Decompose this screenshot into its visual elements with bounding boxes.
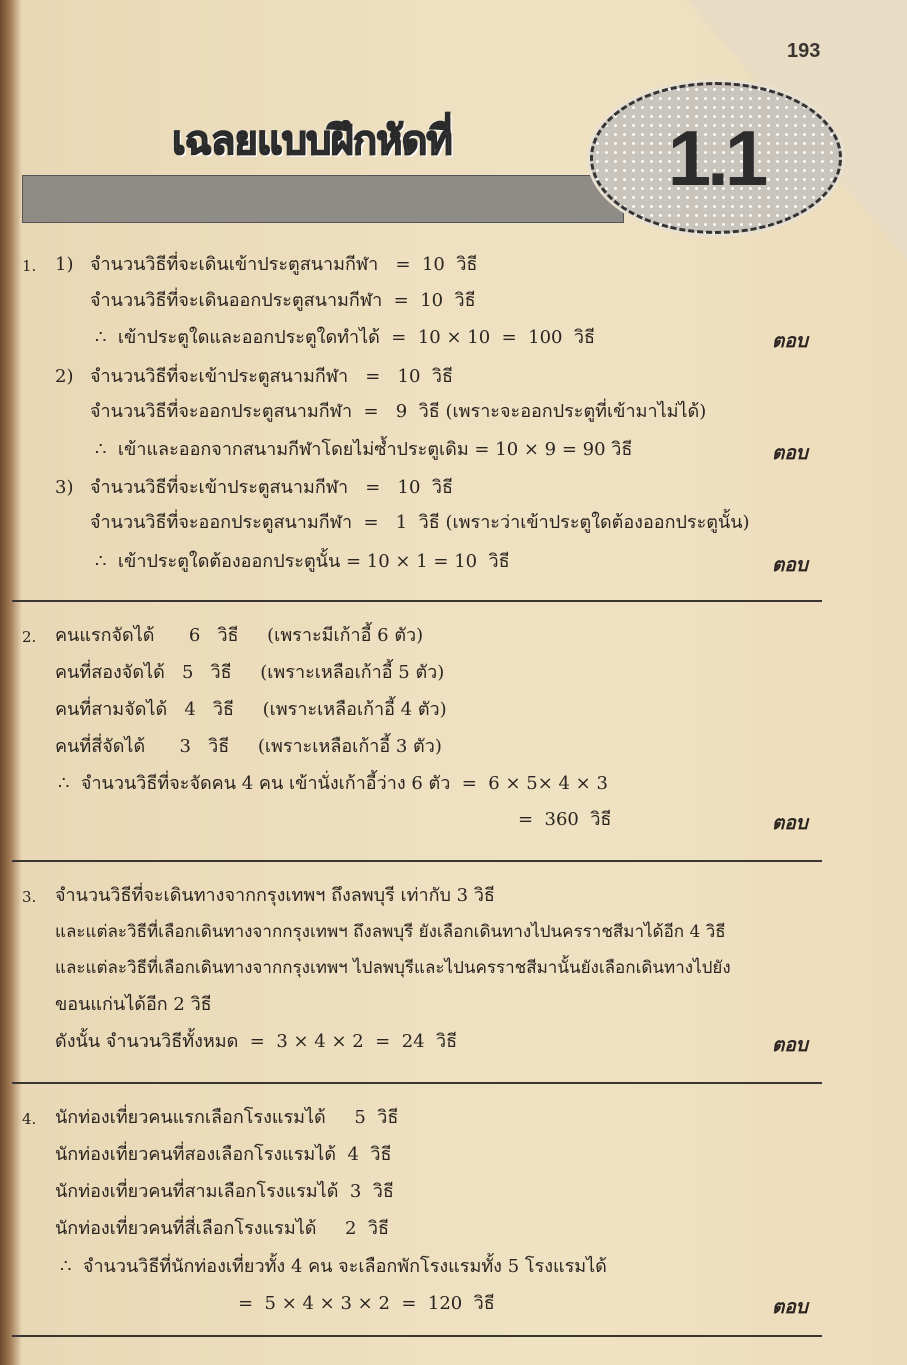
text-line: คนแรกจัดได้ 6 วิธี (เพราะมีเก้าอี้ 6 ตัว) — [55, 625, 424, 646]
text-line: ∴ เข้าและออกจากสนามกีฬาโดยไม่ซ้ำประตูเดิม = 10 × 9 = 90 วิธี — [95, 439, 633, 460]
page-title: เฉลยแบบฝึกหัดที่ — [172, 119, 452, 163]
question-number: 3. — [22, 888, 37, 906]
part-label: 1) — [55, 254, 74, 275]
text-line: ∴ จำนวนวิธีที่นักท่องเที่ยวทั้ง 4 คน จะเลือกพักโรงแรมทั้ง 5 โรงแรมได้ — [60, 1256, 607, 1277]
text-line: นักท่องเที่ยวคนที่สองเลือกโรงแรมได้ 4 วิธี — [55, 1144, 392, 1165]
text-line: = 360 วิธี — [518, 809, 612, 830]
text-line: คนที่สามจัดได้ 4 วิธี (เพราะเหลือเก้าอี้ 4 ตัว) — [55, 699, 447, 720]
text-line: และแต่ละวิธีที่เลือกเดินทางจากกรุงเทพฯ ถึงลพบุรี ยังเลือกเดินทางไปนครราชสีมาได้อีก 4 วิธี — [55, 922, 726, 942]
title-band — [22, 175, 624, 223]
text-line: จำนวนวิธีที่จะเข้าประตูสนามกีฬา = 10 วิธี — [90, 366, 453, 387]
divider — [12, 1335, 822, 1337]
text-line: นักท่องเที่ยวคนที่สามเลือกโรงแรมได้ 3 วิธี — [55, 1181, 394, 1202]
exercise-badge — [590, 82, 842, 234]
text-line: ดังนั้น จำนวนวิธีทั้งหมด = 3 × 4 × 2 = 24 วิธี — [55, 1031, 458, 1052]
text-line: จำนวนวิธีที่จะเข้าประตูสนามกีฬา = 10 วิธี — [90, 477, 453, 498]
text-line: จำนวนวิธีที่จะเดินออกประตูสนามกีฬา = 10 วิธี — [90, 290, 476, 311]
text-line: คนที่สี่จัดได้ 3 วิธี (เพราะเหลือเก้าอี้ 3 ตัว) — [55, 736, 442, 757]
text-line: จำนวนวิธีที่จะออกประตูสนามกีฬา = 1 วิธี (เพราะว่าเข้าประตูใดต้องออกประตูนั้น) — [90, 512, 750, 533]
text-line: ∴ เข้าประตูใดต้องออกประตูนั้น = 10 × 1 = 10 วิธี — [95, 551, 510, 572]
answer-label: ตอบ — [772, 812, 808, 834]
text-line: ∴ จำนวนวิธีที่จะจัดคน 4 คน เข้านั่งเก้าอี้ว่าง 6 ตัว = 6 × 5× 4 × 3 — [58, 773, 608, 794]
exercise-number: 1.1 — [667, 114, 765, 202]
answer-label: ตอบ — [772, 1034, 808, 1056]
divider — [12, 600, 822, 602]
text-line: ขอนแก่นได้อีก 2 วิธี — [55, 994, 212, 1015]
question-number: 1. — [22, 257, 37, 275]
part-label: 2) — [55, 366, 74, 387]
text-line: และแต่ละวิธีที่เลือกเดินทางจากกรุงเทพฯ ไปลพบุรีและไปนครราชสีมานั้นยังเลือกเดินทางไปยัง — [55, 958, 731, 978]
divider — [12, 860, 822, 862]
divider — [12, 1082, 822, 1084]
question-number: 4. — [22, 1110, 37, 1128]
text-line: คนที่สองจัดได้ 5 วิธี (เพราะเหลือเก้าอี้ 5 ตัว) — [55, 662, 445, 683]
answer-label: ตอบ — [772, 330, 808, 352]
text-line: จำนวนวิธีที่จะเดินทางจากกรุงเทพฯ ถึงลพบุรี เท่ากับ 3 วิธี — [55, 885, 495, 906]
text-line: จำนวนวิธีที่จะออกประตูสนามกีฬา = 9 วิธี (เพราะจะออกประตูที่เข้ามาไม่ได้) — [90, 401, 707, 422]
text-line: นักท่องเที่ยวคนแรกเลือกโรงแรมได้ 5 วิธี — [55, 1107, 399, 1128]
text-line: จำนวนวิธีที่จะเดินเข้าประตูสนามกีฬา = 10 วิธี — [90, 254, 478, 275]
text-line: นักท่องเที่ยวคนที่สี่เลือกโรงแรมได้ 2 วิธี — [55, 1218, 390, 1239]
page-number: 193 — [787, 40, 821, 62]
part-label: 3) — [55, 477, 74, 498]
answer-label: ตอบ — [772, 442, 808, 464]
answer-label: ตอบ — [772, 554, 808, 576]
question-number: 2. — [22, 628, 37, 646]
text-line: ∴ เข้าประตูใดและออกประตูใดทำได้ = 10 × 10 = 100 วิธี — [95, 327, 596, 348]
text-line: = 5 × 4 × 3 × 2 = 120 วิธี — [238, 1293, 495, 1314]
answer-label: ตอบ — [772, 1296, 808, 1318]
